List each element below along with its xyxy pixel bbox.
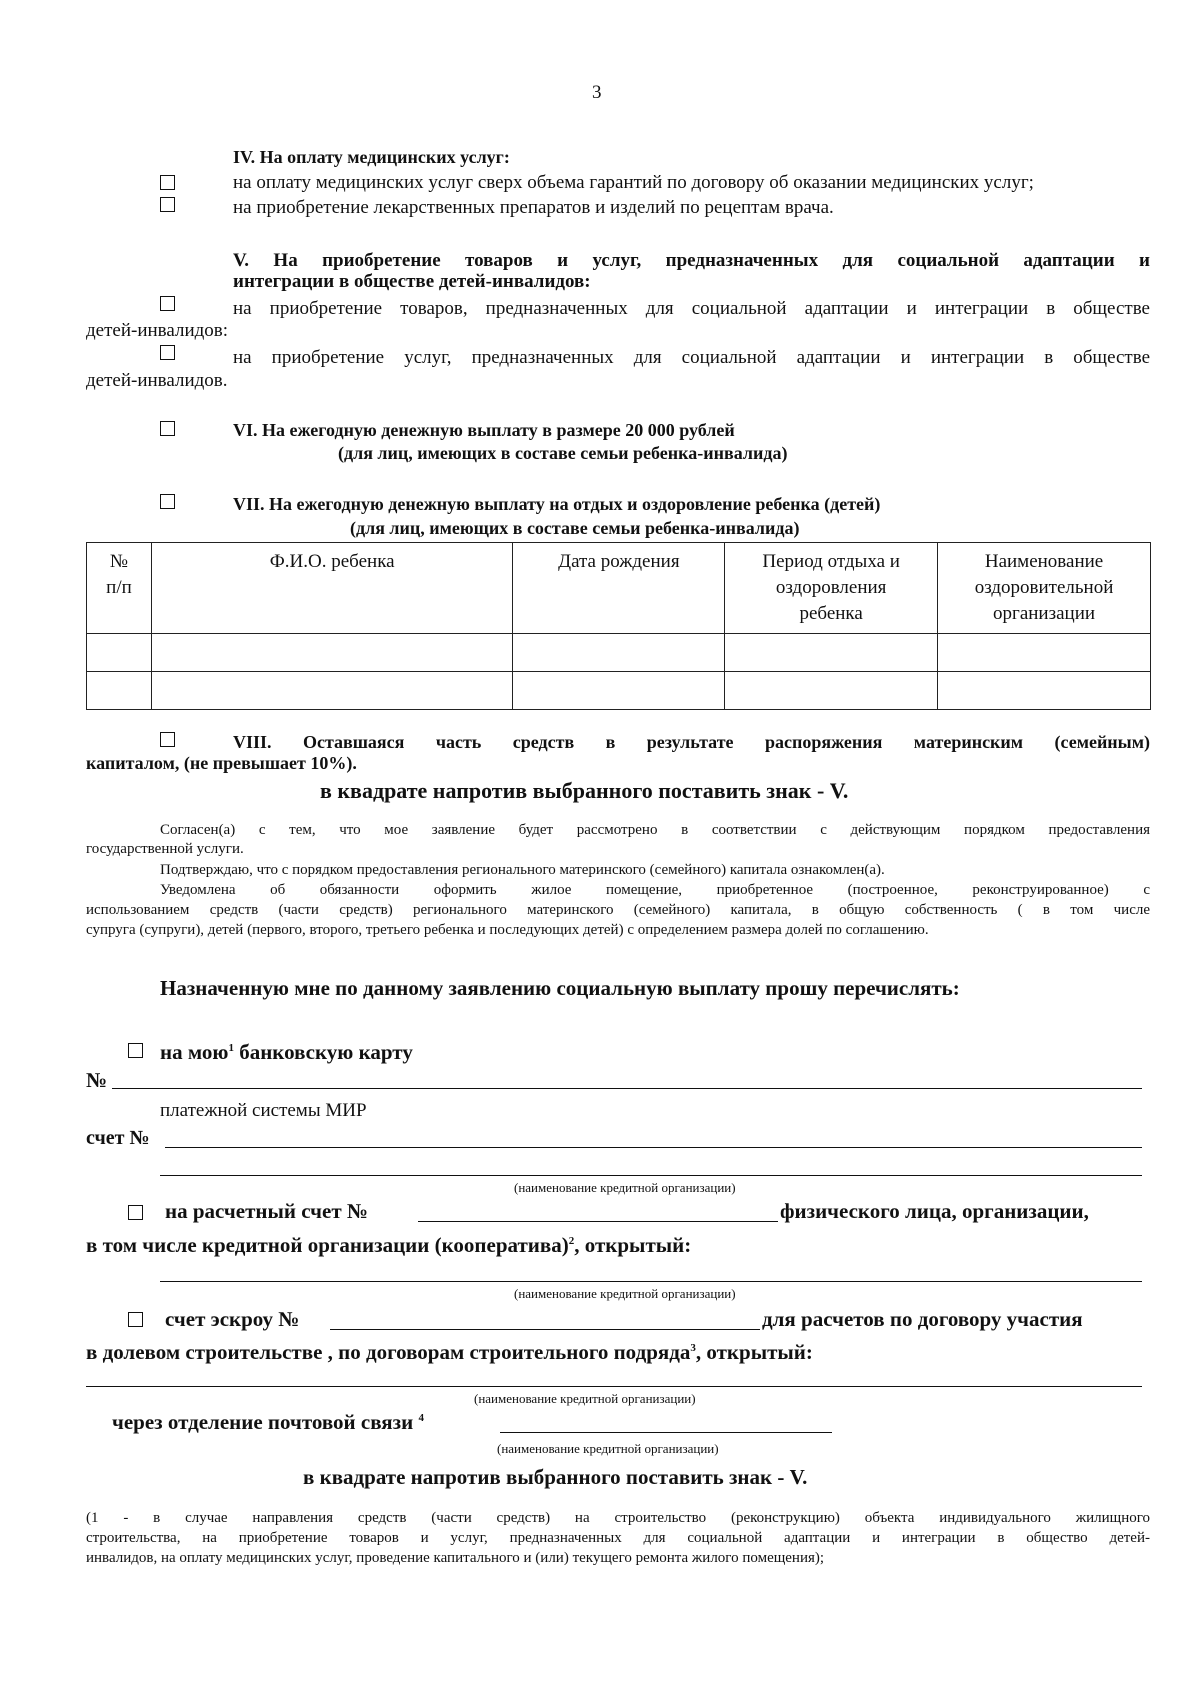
section-v-option1-line1: на приобретение товаров, предназначенных для социальной адаптации и интеграции в обществе	[233, 298, 1150, 319]
header-health-organization: Наименование оздоровительной организации	[938, 543, 1151, 634]
consent-p1-line1: Согласен(а) с тем, что мое заявление будет рассмотрено в соответствии с действующим порядком предоставления	[160, 822, 1150, 838]
settlement-credit-org-caption: (наименование кредитной организации)	[514, 1286, 736, 1301]
section-iv-heading: IV. На оплату медицинских услуг:	[233, 147, 510, 167]
table-header-row	[87, 543, 1151, 634]
header-child-name: Ф.И.О. ребенка	[151, 543, 513, 634]
section-vii-line2: (для лиц, имеющих в составе семьи ребенка-инвалида)	[350, 518, 800, 538]
checkbox-iv-medical-services[interactable]	[160, 175, 175, 190]
settlement-credit-org-field[interactable]	[160, 1281, 1142, 1282]
escrow-tail: для расчетов по договору участия	[762, 1307, 1083, 1331]
table-cell[interactable]	[151, 634, 513, 672]
instruction-text: в квадрате напротив выбранного поставить знак - V.	[320, 778, 849, 803]
checkbox-settlement-account[interactable]	[128, 1205, 143, 1220]
section-v-heading-line2: интеграции в обществе детей-инвалидов:	[233, 271, 591, 292]
section-v-option1-line2: детей-инвалидов:	[86, 320, 229, 341]
checkbox-escrow-account[interactable]	[128, 1312, 143, 1327]
table-cell[interactable]	[725, 634, 938, 672]
checkbox-vii-rest-payment[interactable]	[160, 494, 175, 509]
consent-p2: Подтверждаю, что с порядком предоставления регионального материнского (семейного) капитала ознакомлен(а).	[160, 862, 885, 878]
checkbox-v-goods[interactable]	[160, 296, 175, 311]
card-credit-org-field[interactable]	[160, 1175, 1142, 1176]
payment-heading: Назначенную мне по данному заявлению социальную выплату прошу перечислять:	[160, 976, 960, 1000]
header-number: № п/п	[87, 543, 152, 634]
post-office-label: через отделение почтовой связи $^4$	[112, 1410, 424, 1434]
card-number-label: №	[86, 1068, 108, 1092]
checkbox-bank-card[interactable]	[128, 1043, 143, 1058]
section-v-option2-line1: на приобретение услуг, предназначенных для социальной адаптации и интеграции в обществе	[233, 347, 1150, 368]
checkbox-iv-medicines[interactable]	[160, 197, 175, 212]
section-vi-line1: VI. На ежегодную денежную выплату в размере 20 000 рублей	[233, 420, 735, 440]
escrow-number-field[interactable]	[330, 1329, 760, 1330]
table-cell[interactable]	[87, 672, 152, 710]
consent-p3-line2: использованием средств (части средств) регионального материнского (семейного) капитала, в общую собственность ( в том числе	[86, 902, 1150, 918]
section-viii-line1: VIII. Оставшаяся часть средств в результате распоряжения материнским (семейным)	[233, 732, 1150, 752]
section-vii-line1: VII. На ежегодную денежную выплату на отдых и оздоровление ребенка (детей)	[233, 494, 881, 514]
settlement-tail: физического лица, организации,	[780, 1199, 1089, 1223]
post-office-field[interactable]	[500, 1432, 832, 1433]
table-row	[87, 634, 1151, 672]
checkbox-v-services[interactable]	[160, 345, 175, 360]
account-number-field[interactable]	[165, 1147, 1142, 1148]
table-cell[interactable]	[151, 672, 513, 710]
mir-payment-system: платежной системы МИР	[160, 1100, 367, 1121]
section-v-heading-line1: V. На приобретение товаров и услуг, предназначенных для социальной адаптации и	[233, 250, 1150, 271]
escrow-credit-org-field[interactable]	[86, 1386, 1142, 1387]
children-rest-table	[86, 542, 1151, 710]
consent-p1-line2: государственной услуги.	[86, 841, 244, 857]
post-office-caption: (наименование кредитной организации)	[497, 1441, 719, 1456]
account-label: счет №	[86, 1127, 150, 1149]
section-viii-line2: капиталом, (не превышает 10%).	[86, 753, 357, 773]
footnote-line3: инвалидов, на оплату медицинских услуг, проведение капитального и (или) текущего ремонта жилого помещения);	[86, 1550, 825, 1566]
table-cell[interactable]	[938, 634, 1151, 672]
header-rest-period: Период отдыха и оздоровления ребенка	[725, 543, 938, 634]
consent-p3-line1: Уведомлена об обязанности оформить жилое помещение, приобретенное (построенное, реконструированное) с	[160, 882, 1150, 898]
settlement-number-field[interactable]	[418, 1221, 778, 1222]
escrow-label: счет эскроу №	[165, 1307, 300, 1331]
settlement-label: на расчетный счет №	[165, 1199, 368, 1223]
footnote-line1: (1 - в случае направления средств (части средств) на строительство (реконструкцию) объекта индивидуального жилищного	[86, 1510, 1150, 1526]
table-cell[interactable]	[513, 672, 725, 710]
section-iv-option2: на приобретение лекарственных препаратов и изделий по рецептам врача.	[233, 197, 834, 218]
page-number: 3	[592, 82, 602, 103]
table-cell[interactable]	[938, 672, 1151, 710]
table-cell[interactable]	[513, 634, 725, 672]
table-cell[interactable]	[87, 634, 152, 672]
escrow-line2: в долевом строительстве , по договорам строительного подряда$^3$, открытый:	[86, 1340, 813, 1364]
card-credit-org-caption: (наименование кредитной организации)	[514, 1180, 736, 1195]
card-number-field[interactable]	[112, 1088, 1142, 1089]
checkbox-vi-annual-payment[interactable]	[160, 421, 175, 436]
consent-p3-line3: супруга (супруги), детей (первого, второго, третьего ребенка и последующих детей) с определением размера долей по соглашению.	[86, 922, 929, 938]
escrow-credit-org-caption: (наименование кредитной организации)	[474, 1391, 696, 1406]
instruction-text-bottom: в квадрате напротив выбранного поставить знак - V.	[303, 1465, 808, 1489]
table-cell[interactable]	[725, 672, 938, 710]
section-vi-line2: (для лиц, имеющих в составе семьи ребенка-инвалида)	[338, 443, 788, 463]
header-birth-date: Дата рождения	[513, 543, 725, 634]
bank-card-label: на мою$^1$ банковскую карту	[160, 1040, 413, 1064]
section-v-option2-line2: детей-инвалидов.	[86, 370, 228, 391]
settlement-line2: в том числе кредитной организации (кооператива)$^2$, открытый:	[86, 1233, 692, 1257]
checkbox-viii-remaining-funds[interactable]	[160, 732, 175, 747]
section-iv-option1: на оплату медицинских услуг сверх объема гарантий по договору об оказании медицинских услуг;	[233, 172, 1034, 193]
table-row	[87, 672, 1151, 710]
footnote-line2: строительства, на приобретение товаров и услуг, предназначенных для социальной адаптации и интеграции в общество детей-	[86, 1530, 1150, 1546]
